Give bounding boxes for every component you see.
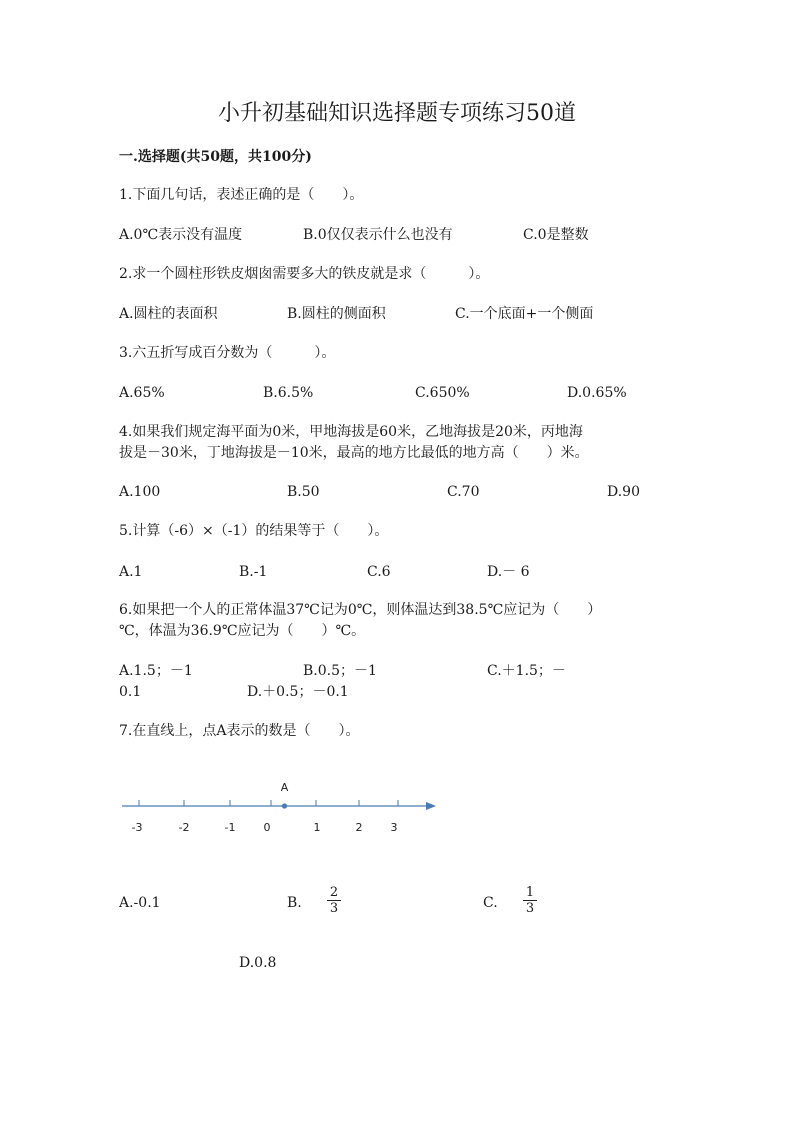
- number-line-tick-label: 1: [313, 821, 321, 834]
- question-6-stem-line-2: ℃，体温为36.9℃应记为（ ）℃。: [119, 623, 366, 639]
- question-6-stem-line-1: 6.如果把一个人的正常体温37℃记为0℃，则体温达到38.5℃应记为（ ）: [119, 602, 602, 618]
- question-5-option-b[interactable]: B.-1: [239, 564, 268, 580]
- question-2-option-a[interactable]: A.圆柱的表面积: [119, 306, 218, 322]
- question-7-option-b-fraction: [327, 886, 341, 915]
- question-5-option-c[interactable]: C.6: [367, 564, 391, 580]
- question-1-option-b[interactable]: B.0仅仅表示什么也没有: [303, 227, 453, 243]
- number-line-tick-label: 3: [390, 821, 398, 834]
- question-7-option-d[interactable]: D.0.8: [239, 955, 277, 971]
- number-line-tick-label: 2: [355, 821, 363, 834]
- question-2-option-b[interactable]: B.圆柱的侧面积: [287, 306, 386, 322]
- question-5-option-a[interactable]: A.1: [119, 564, 143, 580]
- question-7-option-b[interactable]: B.: [287, 895, 302, 911]
- number-line-tick-label: -2: [178, 821, 190, 834]
- number-line-tick-label: -3: [131, 821, 143, 834]
- question-3-option-b[interactable]: B.6.5%: [263, 385, 314, 401]
- number-line-arrow: [426, 802, 436, 810]
- number-line-tick-label: -1: [224, 821, 236, 834]
- question-5-option-d[interactable]: D.－ 6: [487, 564, 530, 580]
- question-6-option-a[interactable]: A.1.5；－1: [119, 663, 193, 679]
- fraction-denominator: 3: [525, 901, 535, 916]
- question-6-option-c-continued: 0.1: [119, 684, 142, 700]
- question-4-stem-line-1: 4.如果我们规定海平面为0米，甲地海拔是60米，乙地海拔是20米，丙地海: [119, 424, 583, 440]
- question-2-stem: 2.求一个圆柱形铁皮烟囱需要多大的铁皮就是求（ ）。: [119, 266, 490, 282]
- number-line-tick-label: 0: [263, 821, 271, 834]
- fraction-numerator: 2: [329, 885, 339, 900]
- question-3-option-d[interactable]: D.0.65%: [567, 385, 627, 401]
- question-1-option-c[interactable]: C.0是整数: [523, 227, 589, 243]
- question-2-option-c[interactable]: C.一个底面+一个侧面: [455, 306, 594, 322]
- question-1-stem: 1.下面几句话，表述正确的是（ ）。: [119, 187, 364, 203]
- question-4-stem-line-2: 拔是－30米，丁地海拔是－10米，最高的地方比最低的地方高（ ）米。: [119, 445, 589, 461]
- question-3-option-c[interactable]: C.650%: [415, 385, 470, 401]
- page-title: 小升初基础知识选择题专项练习50道: [218, 101, 576, 126]
- question-7-option-c[interactable]: C.: [483, 895, 498, 911]
- question-6-option-b[interactable]: B.0.5；－1: [303, 663, 377, 679]
- question-4-option-d[interactable]: D.90: [607, 484, 640, 500]
- number-line-point-label: A: [280, 781, 289, 794]
- question-4-option-c[interactable]: C.70: [447, 484, 480, 500]
- number-line-point-a: [282, 803, 287, 808]
- question-4-option-b[interactable]: B.50: [287, 484, 320, 500]
- question-7-stem: 7.在直线上，点A表示的数是（ ）。: [119, 723, 360, 739]
- question-3-option-a[interactable]: A.65%: [119, 385, 165, 401]
- question-3-stem: 3.六五折写成百分数为（ ）。: [119, 345, 336, 361]
- question-4-option-a[interactable]: A.100: [119, 484, 161, 500]
- section-heading: 一.选择题(共50题，共100分): [119, 149, 312, 165]
- number-line: [110, 770, 450, 840]
- question-6-option-d[interactable]: D.＋0.5；－0.1: [247, 684, 349, 700]
- fraction-denominator: 3: [329, 901, 339, 916]
- question-1-option-a[interactable]: A.0℃表示没有温度: [119, 227, 243, 243]
- question-7-option-a[interactable]: A.-0.1: [119, 895, 161, 911]
- question-5-stem: 5.计算（-6）×（-1）的结果等于（ ）。: [119, 523, 389, 539]
- question-7-option-c-fraction: [523, 886, 537, 915]
- question-6-option-c[interactable]: C.＋1.5；－: [487, 663, 566, 679]
- fraction-numerator: 1: [525, 885, 535, 900]
